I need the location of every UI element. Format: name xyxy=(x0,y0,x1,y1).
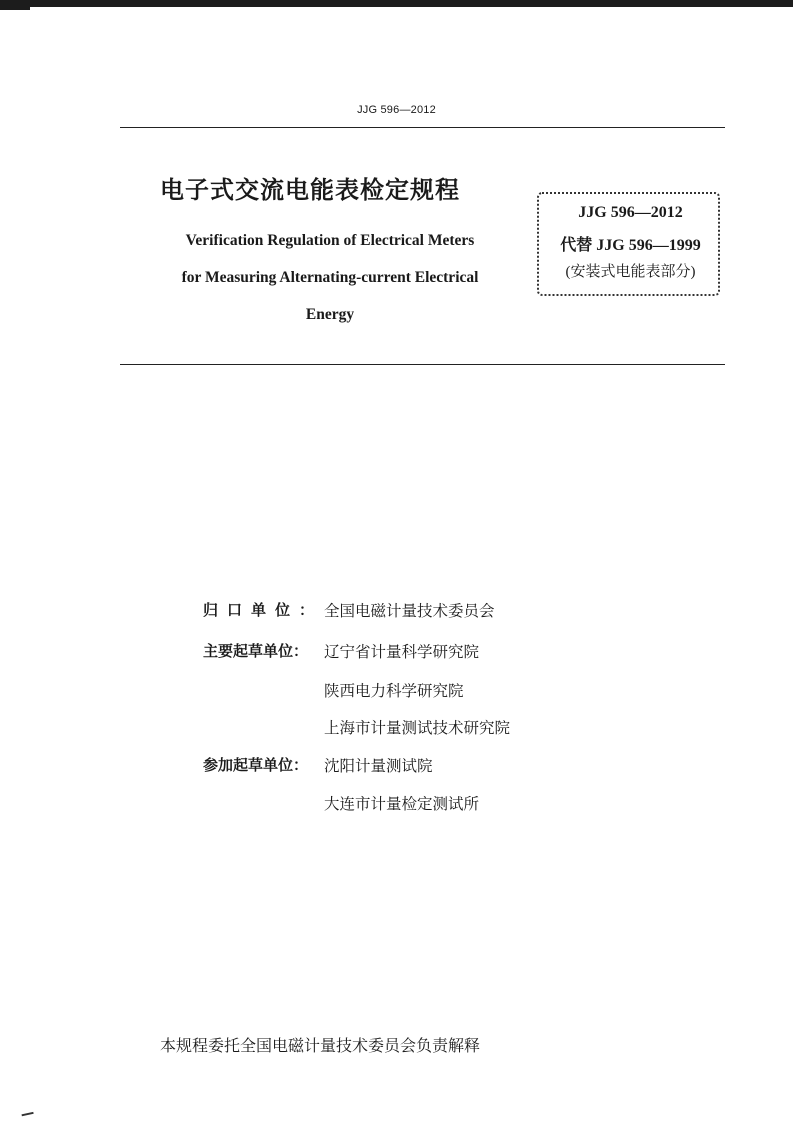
centralized-unit-value: 全国电磁计量技术委员会 xyxy=(324,602,495,620)
title-english-line-1: Verification Regulation of Electrical Meters xyxy=(185,232,475,249)
replacement-code: JJG 596—2012 xyxy=(578,204,683,221)
scan-top-edge xyxy=(0,0,793,7)
replacement-replaces: 代替 JJG 596—1999 xyxy=(560,237,701,254)
title-english-line-3: Energy xyxy=(305,306,355,323)
scan-top-edge-tail xyxy=(0,7,30,10)
main-drafting-unit-1: 辽宁省计量科学研究院 xyxy=(324,643,480,661)
replacement-note: (安装式电能表部分) xyxy=(565,264,696,280)
replacement-box xyxy=(537,192,720,296)
title-english xyxy=(150,222,510,333)
title-chinese: 电子式交流电能表检定规程 xyxy=(160,176,460,204)
participating-unit-2: 大连市计量检定测试所 xyxy=(324,795,480,813)
interpretation-note: 本规程委托全国电磁计量技术委员会负责解释 xyxy=(160,1036,481,1055)
header-rule xyxy=(120,127,725,128)
main-drafting-unit-2: 陕西电力科学研究院 xyxy=(324,682,464,700)
main-drafting-unit-3: 上海市计量测试技术研究院 xyxy=(324,719,511,737)
header-code: JJG 596—2012 xyxy=(357,104,436,116)
scan-corner-mark xyxy=(22,1112,35,1120)
participating-drafting-label: 参加起草单位： xyxy=(203,756,309,774)
title-english-line-2: for Measuring Alternating-current Electrical xyxy=(181,269,479,286)
participating-unit-1: 沈阳计量测试院 xyxy=(324,757,433,775)
title-rule xyxy=(120,364,725,365)
centralized-unit-label: 归口单位： xyxy=(203,601,324,619)
main-drafting-label: 主要起草单位： xyxy=(203,642,309,660)
